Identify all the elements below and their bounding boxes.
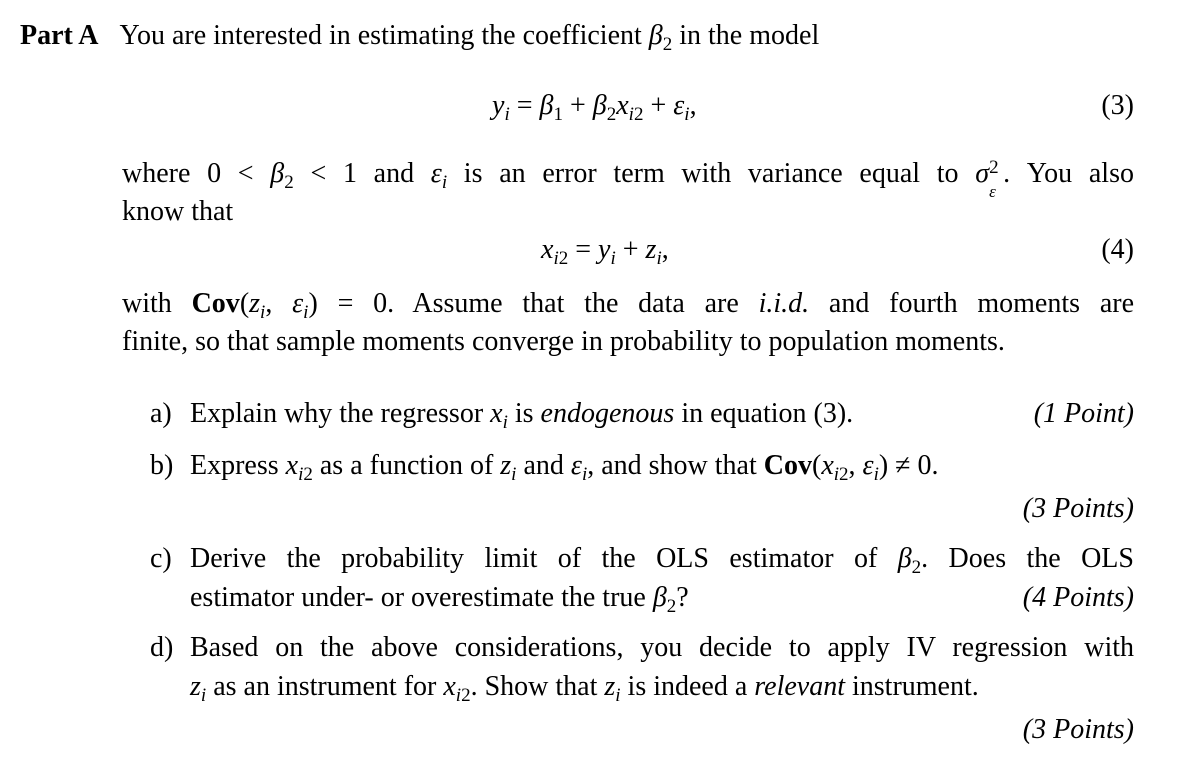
para2-line2: finite, so that sample moments converge in probability to population moments. bbox=[122, 326, 1005, 357]
para2-line1: with $Cov(z_i$, $\varepsilon_i) = 0$. Assume that the data are i.i.d. and fourth moments are bbox=[122, 288, 1134, 323]
question-c-line2: estimator under- or overestimate the true $\beta_2$? bbox=[190, 582, 689, 617]
equation-4: $x_{i2} = y_i + z_i$, bbox=[541, 234, 669, 269]
question-c-points: (4 Points) bbox=[1022, 582, 1134, 613]
question-b-points: (3 Points) bbox=[1022, 493, 1134, 524]
para1-line2: know that bbox=[122, 196, 234, 227]
question-b-label: b) bbox=[150, 450, 174, 481]
equation-4-number: (4) bbox=[1101, 234, 1134, 265]
question-b-text: Express $x_{i2}$ as a function of $z_i$ and $\varepsilon_i$, and show that $Cov(x_{i2}$, $\varepsilon_i) \ne 0$. bbox=[190, 450, 939, 485]
equation-3: $y_i = \beta_1 + \beta_2x_{i2} + \varepsilon_i$, bbox=[492, 90, 697, 125]
question-c-label: c) bbox=[150, 543, 172, 574]
equation-3-number: (3) bbox=[1101, 90, 1134, 121]
question-a-text: Explain why the regressor $x_i$ is endogenous in equation (3). bbox=[190, 398, 854, 433]
para1-line1: where $0 < \beta_2 < 1$ and $\varepsilon_i$ is an error term with variance equal to σ 2 ε . You also bbox=[122, 157, 1134, 201]
question-d-label: d) bbox=[150, 632, 174, 663]
question-c-line1: Derive the probability limit of the OLS estimator of $\beta_2$. Does the OLS bbox=[190, 543, 1134, 578]
intro-text: You are interested in estimating the coefficient $\beta_2$ in the model bbox=[105, 20, 820, 55]
question-d-line2: $z_i$ as an instrument for $x_{i2}$. Show that $z_i$ is indeed a relevant instrument. bbox=[190, 671, 979, 706]
part-title: Part A bbox=[20, 20, 99, 51]
question-d-line1: Based on the above considerations, you decide to apply IV regression with bbox=[190, 632, 1134, 663]
part-a-heading-line bbox=[20, 20, 819, 61]
question-d-points: (3 Points) bbox=[1022, 714, 1134, 745]
question-a-label: a) bbox=[150, 398, 172, 429]
question-a-points: (1 Point) bbox=[1033, 398, 1134, 429]
